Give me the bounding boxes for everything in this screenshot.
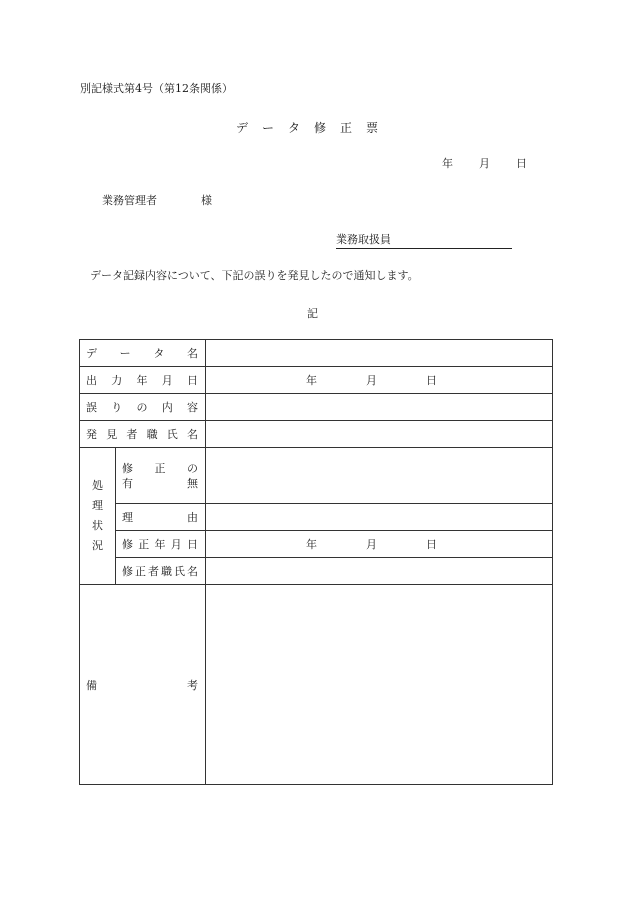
label-char: 無 (187, 476, 198, 490)
label-chars (80, 345, 205, 361)
table-row-remarks (80, 585, 553, 785)
addressee (102, 192, 212, 208)
label-char: 発 (86, 428, 97, 441)
table-row-corrector (80, 558, 553, 585)
label-char: 考 (187, 678, 198, 692)
label-char: 況 (92, 539, 103, 552)
year-label: 年 (306, 374, 317, 387)
label-char: 職 (146, 428, 158, 441)
label-char: タ (153, 347, 165, 360)
table-row-finder (80, 421, 553, 448)
table-row-output-date (80, 367, 553, 394)
day-label: 日 (426, 538, 437, 551)
label-char: 名 (186, 428, 198, 441)
table-row-data-name (80, 340, 553, 367)
month-label: 月 (366, 374, 377, 387)
form-number: 別記様式第4号（第12条関係） (80, 82, 233, 95)
label-output-date (80, 367, 206, 394)
label-remarks (80, 585, 206, 785)
ki-heading: 記 (307, 307, 318, 320)
label-char: 修 (122, 565, 133, 578)
label-char: 氏 (174, 565, 185, 578)
label-char: 職 (161, 565, 172, 578)
label-chars (80, 399, 205, 415)
label-char: 理 (122, 511, 133, 524)
label-char: 内 (161, 401, 173, 414)
label-char: り (111, 401, 123, 414)
label-char: 日 (187, 374, 198, 387)
correction-date-field[interactable] (206, 531, 553, 558)
label-chars (80, 426, 205, 442)
year-label: 年 (306, 538, 317, 551)
corrector-field[interactable] (206, 558, 553, 585)
table-row-reason (80, 504, 553, 531)
label-chars (80, 372, 205, 388)
day-label: 日 (426, 374, 437, 387)
addressee-honorific: 様 (201, 194, 212, 207)
label-char: 正 (154, 461, 166, 475)
label-char: の (187, 461, 198, 475)
label-data-name (80, 340, 206, 367)
label-corrector (116, 558, 206, 585)
label-char: ー (119, 347, 131, 360)
label-char: 年 (136, 374, 148, 387)
label-chars (80, 677, 205, 693)
label-char: 正 (138, 538, 150, 551)
label-char: 処 (92, 479, 103, 492)
label-processing-status (80, 448, 116, 585)
correction-flag-field[interactable] (206, 448, 553, 504)
document-title: データ修正票 (236, 121, 393, 135)
finder-field[interactable] (206, 421, 553, 448)
label-char: 有 (122, 476, 133, 490)
ymd-labels (206, 372, 552, 388)
two-line-label (116, 461, 205, 491)
month-label: 月 (366, 538, 377, 551)
remarks-field[interactable] (206, 585, 553, 785)
data-name-field[interactable] (206, 340, 553, 367)
label-char: 名 (186, 347, 198, 360)
ymd-labels (206, 536, 552, 552)
label-line (122, 461, 198, 476)
issue-date (442, 155, 527, 171)
label-char: 修 (122, 461, 133, 475)
intro-text: データ記録内容について、下記の誤りを発見したので通知します。 (90, 269, 419, 282)
date-month-label: 月 (479, 157, 490, 170)
reason-field[interactable] (206, 504, 553, 531)
label-line (122, 476, 198, 491)
label-char: 月 (170, 538, 182, 551)
label-char: 者 (126, 428, 138, 441)
date-day-label: 日 (516, 157, 527, 170)
label-correction-date (116, 531, 206, 558)
label-char: 名 (187, 565, 198, 578)
label-finder (80, 421, 206, 448)
label-char: 見 (106, 428, 118, 441)
label-char: 理 (92, 499, 103, 512)
label-char: 年 (154, 538, 166, 551)
vertical-label (80, 476, 115, 556)
addressee-title: 業務管理者 (102, 194, 157, 207)
label-char: 誤 (86, 401, 97, 414)
label-char: 正 (135, 565, 146, 578)
label-char: 力 (111, 374, 123, 387)
label-char: デ (86, 347, 97, 360)
label-char: 者 (148, 565, 159, 578)
label-reason (116, 504, 206, 531)
label-char: 月 (161, 374, 173, 387)
error-content-field[interactable] (206, 394, 553, 421)
table-row-correction-date (80, 531, 553, 558)
date-year-label: 年 (442, 157, 453, 170)
table-row-correction-flag (80, 448, 553, 504)
label-char: 備 (86, 678, 97, 692)
label-char: 由 (187, 511, 198, 524)
label-chars (116, 563, 205, 579)
label-char: 日 (187, 538, 198, 551)
label-char: の (136, 401, 148, 414)
table-row-error-content (80, 394, 553, 421)
label-char: 容 (187, 401, 198, 414)
label-chars (116, 509, 205, 525)
handler-signature-line (336, 231, 512, 249)
label-char: 状 (92, 519, 103, 532)
label-correction-flag (116, 448, 206, 504)
label-char: 修 (122, 538, 133, 551)
label-chars (116, 536, 205, 552)
label-error-content (80, 394, 206, 421)
handler-label: 業務取扱員 (336, 233, 391, 246)
label-char: 出 (86, 374, 97, 387)
output-date-field[interactable] (206, 367, 553, 394)
label-char: 氏 (166, 428, 178, 441)
correction-form-table (79, 339, 553, 785)
